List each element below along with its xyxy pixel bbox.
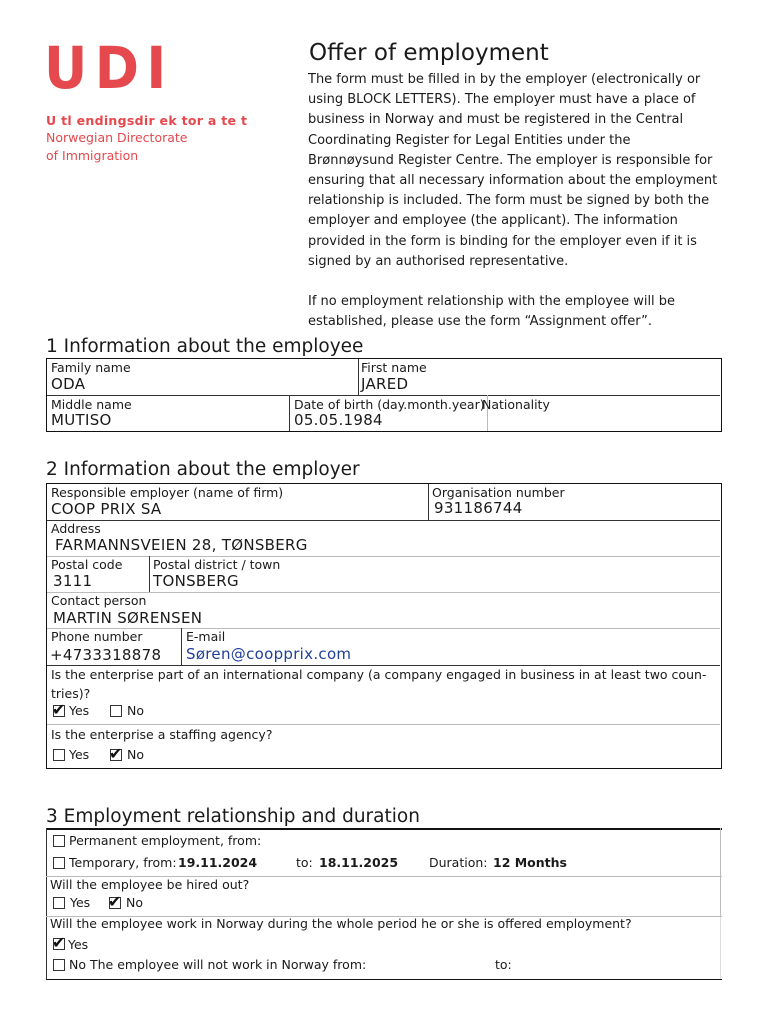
postal-code-value: 3111 — [53, 572, 93, 590]
duration-label: Duration: — [429, 855, 488, 870]
staffing-yes-label: Yes — [69, 747, 90, 762]
duration-value: 12 Months — [493, 855, 567, 870]
postal-district-value: TONSBERG — [153, 572, 239, 590]
employer-info-table — [46, 483, 722, 769]
employer-name-label: Responsible employer (name of firm) — [51, 485, 284, 500]
temporary-to-value: 18.11.2025 — [319, 855, 399, 870]
staffing-question-text: Is the enterprise a staffing agency? — [51, 727, 273, 742]
phone-field[interactable] — [47, 629, 181, 665]
email-value: Søren@coopprix.com — [186, 645, 352, 663]
family-name-value: ODA — [51, 375, 86, 393]
checkmark-icon: ✔ — [109, 744, 123, 763]
intl-yes-label: Yes — [69, 703, 90, 718]
whole-no-checkbox[interactable] — [53, 959, 65, 971]
section-2-heading: 2 Information about the employer — [46, 459, 360, 480]
form-intro — [308, 70, 720, 332]
intl-question-line1: Is the enterprise part of an international company (a company engaged in business in at least two coun- — [51, 667, 707, 682]
permanent-checkbox[interactable] — [53, 835, 65, 847]
contact-person-field[interactable] — [47, 593, 719, 628]
org-number-label: Organisation number — [432, 485, 565, 500]
section-1-heading: 1 Information about the employee — [46, 336, 364, 357]
intl-no-label: No — [127, 703, 144, 718]
staffing-agency-question — [47, 725, 719, 767]
date-of-birth-field[interactable] — [290, 396, 486, 431]
hired-no-label: No — [126, 895, 143, 910]
phone-label: Phone number — [51, 629, 143, 644]
middle-name-value: MUTISO — [51, 411, 112, 429]
hired-yes-label: Yes — [70, 895, 91, 910]
intro-paragraph-2: If no employment relationship with the employee will be established, please use the form “Assignment offer”. — [308, 294, 676, 330]
international-company-question — [47, 666, 719, 724]
staffing-yes-checkbox[interactable] — [53, 749, 65, 761]
form-title: Offer of employment — [309, 40, 549, 66]
address-label: Address — [51, 521, 101, 536]
postal-code-field[interactable] — [47, 557, 149, 592]
whole-no-label: No The employee will not work in Norway from: — [69, 957, 367, 972]
temporary-to-label: to: — [296, 855, 313, 870]
org-name-english-line1: Norwegian Directorate — [46, 130, 188, 145]
first-name-field[interactable] — [359, 359, 719, 395]
section-3-heading: 3 Employment relationship and duration — [46, 806, 420, 827]
udi-logo: UDI — [44, 34, 174, 102]
phone-value: +4733318878 — [50, 646, 162, 664]
employer-name-field[interactable] — [47, 484, 428, 520]
whole-yes-label: Yes — [68, 937, 89, 952]
whole-to-label: to: — [495, 957, 512, 972]
middle-name-field[interactable] — [47, 396, 289, 431]
address-field[interactable] — [47, 521, 719, 556]
intro-paragraph-1: The form must be filled in by the employer (electronically or using BLOCK LETTERS). The employer must have a place of business in Norway and must be registered in the Central Coordinating Register for Legal Entities under the Brønnøysund Register Centre. The employer is responsible for ensuring that all necessary information about the employment relationship is included. The form must be signed by both the employer and employee (the applicant). The information provided in the form is binding for the employer even if it is signed by an authorised representative. — [308, 72, 718, 269]
family-name-label: Family name — [51, 360, 131, 375]
org-name-english-line2: of Immigration — [46, 148, 139, 163]
checkmark-icon: ✔ — [52, 700, 66, 719]
whole-period-question: Will the employee work in Norway during the whole period he or she is offered employment? — [50, 916, 632, 931]
address-value: FARMANNSVEIEN 28, TØNSBERG — [55, 536, 308, 554]
employer-name-value: COOP PRIX SA — [51, 500, 162, 518]
org-number-value: 931186744 — [434, 499, 523, 517]
contact-person-value: MARTIN SØRENSEN — [53, 609, 203, 627]
employee-info-table — [46, 358, 722, 432]
date-of-birth-value: 05.05.1984 — [294, 411, 383, 429]
email-field[interactable] — [182, 629, 719, 665]
checkmark-icon: ✔ — [108, 892, 122, 911]
permanent-label: Permanent employment, from: — [69, 833, 262, 848]
family-name-field[interactable] — [47, 359, 358, 395]
temporary-checkbox[interactable] — [53, 857, 65, 869]
postal-district-field[interactable] — [150, 557, 719, 592]
hired-yes-checkbox[interactable] — [53, 897, 65, 909]
middle-name-label: Middle name — [51, 397, 132, 412]
postal-code-label: Postal code — [51, 557, 123, 572]
staffing-no-label: No — [127, 747, 144, 762]
nationality-label: Nationality — [482, 397, 550, 412]
temporary-from-value: 19.11.2024 — [178, 855, 258, 870]
hired-out-question: Will the employee be hired out? — [50, 877, 250, 892]
contact-person-label: Contact person — [51, 593, 147, 608]
postal-district-label: Postal district / town — [153, 557, 281, 572]
checkmark-icon: ✔ — [52, 933, 66, 952]
first-name-label: First name — [361, 360, 427, 375]
intl-no-checkbox[interactable] — [110, 705, 122, 717]
employment-table — [46, 828, 722, 980]
org-name-norwegian: U tl endingsdir ek tor a te t — [46, 113, 248, 128]
nationality-field[interactable] — [482, 396, 719, 431]
date-of-birth-label: Date of birth (day.month.year) — [294, 397, 485, 412]
intl-question-line2: tries)? — [51, 686, 91, 701]
org-number-field[interactable] — [429, 484, 719, 520]
email-label: E-mail — [186, 629, 226, 644]
first-name-value: JARED — [361, 375, 409, 393]
temporary-label: Temporary, from: — [69, 855, 177, 870]
